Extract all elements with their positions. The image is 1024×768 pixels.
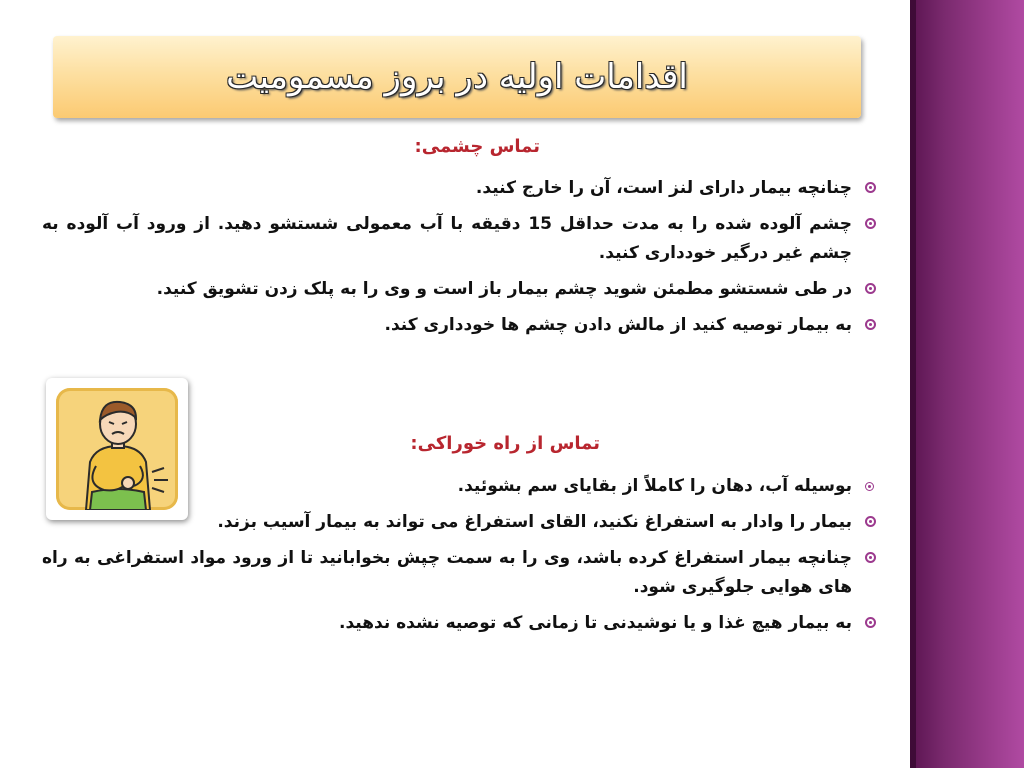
bullet-icon (865, 482, 874, 491)
bullet-icon (865, 319, 876, 330)
illustration-frame (46, 378, 188, 520)
stomach-ache-icon (56, 388, 178, 510)
decorative-side-bar (910, 0, 1024, 768)
bullet-text: چنانچه بیمار استفراغ کرده باشد، وی را به سمت چپش بخوابانید تا از ورود مواد استفراغی به راه های هوایی جلوگیری شود. (42, 548, 852, 597)
eye-section-heading: تماس چشمی: (414, 136, 540, 157)
bullet-icon (865, 182, 876, 193)
bullet-icon (865, 218, 876, 229)
bullet-text: چنانچه بیمار دارای لنز است، آن را خارج کنید. (475, 178, 852, 198)
bullet-text: به بیمار توصیه کنید از مالش دادن چشم ها خودداری کند. (384, 315, 852, 335)
bullet-text: بیمار را وادار به استفراغ نکنید، القای استفراغ می تواند به بیمار آسیب بزند. (217, 512, 852, 532)
bullet-icon (865, 552, 876, 563)
food-section-heading: تماس از راه خوراکی: (410, 433, 600, 454)
list-item (42, 311, 878, 340)
bullet-text: در طی شستشو مطمئن شوید چشم بیمار باز است و وی را به پلک زدن تشویق کنید. (156, 279, 852, 299)
list-item (42, 275, 878, 304)
sick-boy-illustration (56, 388, 178, 510)
eye-bullet-list (42, 174, 878, 347)
bullet-icon (865, 516, 876, 527)
bullet-icon (865, 617, 876, 628)
bullet-text: به بیمار هیچ غذا و یا نوشیدنی تا زمانی که توصیه نشده ندهید. (339, 613, 852, 633)
bullet-icon (865, 283, 876, 294)
bullet-text: بوسیله آب، دهان را کاملاً از بقایای سم بشوئید. (457, 476, 852, 496)
list-item (42, 210, 878, 268)
title-box (53, 36, 861, 118)
list-item (42, 544, 878, 602)
slide-title: اقدامات اولیه در بروز مسمومیت (226, 57, 688, 97)
bullet-text: چشم آلوده شده را به مدت حداقل 15 دقیقه با آب معمولی شستشو دهید. از ورود آب آلوده به چشم غیر درگیر خودداری کنید. (42, 214, 853, 263)
list-item (42, 174, 878, 203)
list-item (42, 609, 878, 638)
